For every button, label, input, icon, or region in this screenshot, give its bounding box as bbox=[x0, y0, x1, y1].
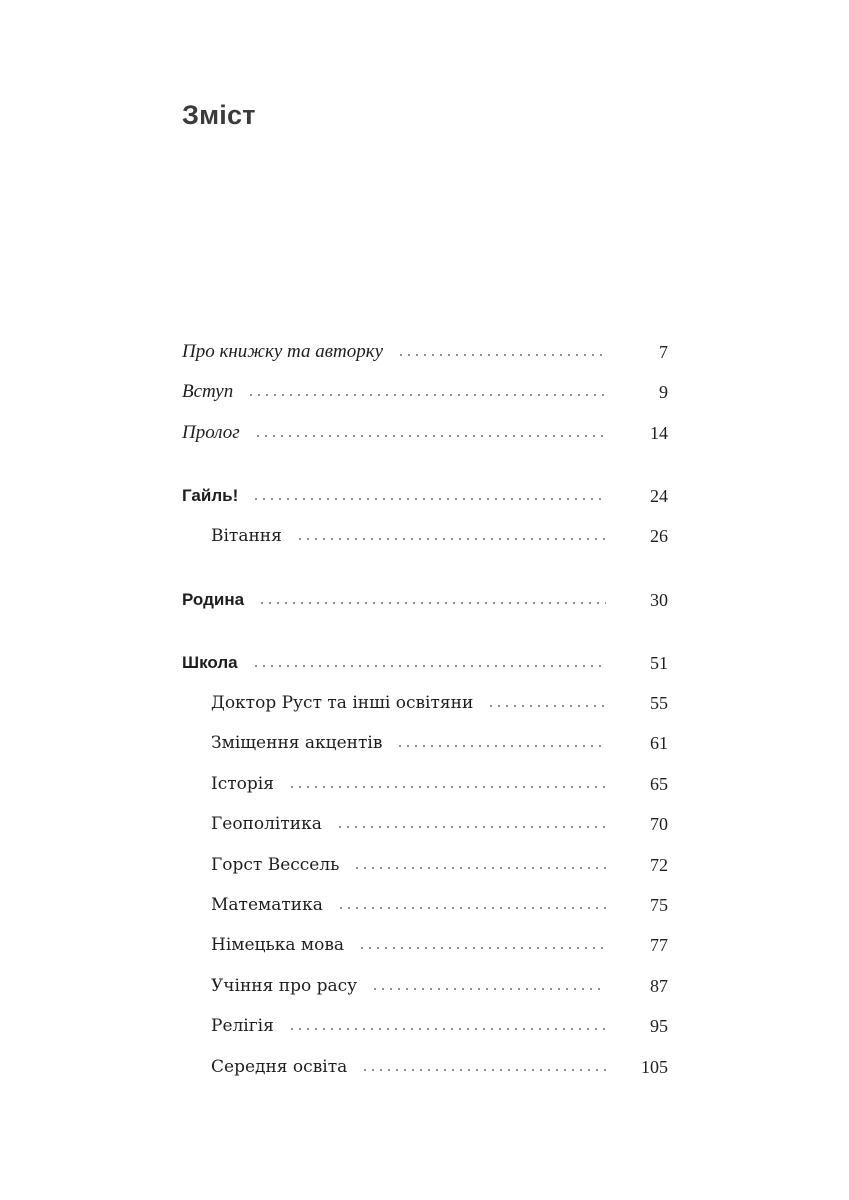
toc-entry[interactable] bbox=[182, 338, 668, 366]
toc-subentry-label: Німецька мова bbox=[211, 935, 345, 955]
toc-subentry-label: Вітання bbox=[211, 526, 282, 546]
dot-leader bbox=[288, 1028, 606, 1030]
toc-entry-label: Вступ bbox=[182, 381, 234, 402]
dot-leader bbox=[396, 745, 606, 747]
toc-section[interactable] bbox=[182, 649, 668, 677]
toc-entry-page: 55 bbox=[650, 692, 668, 713]
toc-entry-page: 75 bbox=[650, 894, 668, 915]
dot-leader bbox=[258, 602, 606, 604]
toc-section-label: Гайль! bbox=[182, 486, 239, 505]
dot-leader bbox=[371, 988, 606, 990]
toc-entry-page: 95 bbox=[650, 1015, 668, 1036]
dot-leader bbox=[247, 394, 606, 396]
toc-subentry[interactable] bbox=[211, 972, 668, 1000]
toc-entry-page: 24 bbox=[650, 485, 668, 506]
toc-section-label: Родина bbox=[182, 590, 245, 609]
toc-entry-label: Пролог bbox=[182, 422, 240, 443]
dot-leader bbox=[358, 947, 606, 949]
toc-entry-page: 105 bbox=[641, 1056, 668, 1077]
toc-subentry-label: Релігія bbox=[211, 1016, 274, 1036]
toc-subentry-label: Учіння про расу bbox=[211, 976, 358, 996]
toc-section[interactable] bbox=[182, 482, 668, 510]
dot-leader bbox=[252, 498, 606, 500]
dot-leader bbox=[353, 867, 606, 869]
toc-subentry[interactable] bbox=[211, 689, 668, 717]
toc-subentry[interactable] bbox=[211, 1012, 668, 1040]
toc-entry-page: 26 bbox=[650, 525, 668, 546]
toc-entry-page: 72 bbox=[650, 854, 668, 875]
dot-leader bbox=[252, 665, 606, 667]
toc-subentry[interactable] bbox=[211, 931, 668, 959]
toc-subentry[interactable] bbox=[211, 729, 668, 757]
toc-entry-page: 7 bbox=[659, 341, 668, 362]
toc-subentry[interactable] bbox=[211, 810, 668, 838]
dot-leader bbox=[288, 786, 606, 788]
toc-entry-page: 61 bbox=[650, 732, 668, 753]
toc-subentry[interactable] bbox=[211, 770, 668, 798]
toc-subentry-label: Геополітика bbox=[211, 814, 322, 834]
toc-subentry-label: Середня освіта bbox=[211, 1057, 348, 1077]
toc-subentry[interactable] bbox=[211, 851, 668, 879]
dot-leader bbox=[487, 705, 606, 707]
toc-subentry-label: Історія bbox=[211, 774, 274, 794]
dot-leader bbox=[337, 907, 606, 909]
toc-entry[interactable] bbox=[182, 419, 668, 447]
toc-entry-page: 9 bbox=[659, 381, 668, 402]
toc-subentry[interactable] bbox=[211, 522, 668, 550]
dot-leader bbox=[296, 538, 606, 540]
toc-entry-page: 70 bbox=[650, 813, 668, 834]
toc-entry-page: 65 bbox=[650, 773, 668, 794]
toc-section[interactable] bbox=[182, 586, 668, 614]
toc-entry-label: Про книжку та авторку bbox=[182, 341, 384, 362]
toc-entry-page: 30 bbox=[650, 589, 668, 610]
toc-entry-page: 77 bbox=[650, 934, 668, 955]
toc-subentry-label: Доктор Руст та інші освітяни bbox=[211, 693, 474, 713]
toc-subentry[interactable] bbox=[211, 891, 668, 919]
toc-entry[interactable] bbox=[182, 378, 668, 406]
dot-leader bbox=[397, 354, 606, 356]
toc-entry-page: 51 bbox=[650, 652, 668, 673]
toc-section-label: Школа bbox=[182, 653, 238, 672]
toc-entry-page: 14 bbox=[650, 422, 668, 443]
toc-subentry-label: Зміщення акцентів bbox=[211, 733, 383, 753]
toc-entry-page: 87 bbox=[650, 975, 668, 996]
dot-leader bbox=[254, 435, 606, 437]
page-title: Зміст bbox=[182, 100, 256, 130]
dot-leader bbox=[336, 826, 606, 828]
toc-subentry-label: Математика bbox=[211, 895, 323, 915]
dot-leader bbox=[361, 1069, 606, 1071]
toc-subentry[interactable] bbox=[211, 1053, 668, 1081]
toc-subentry-label: Горст Вессель bbox=[211, 855, 340, 875]
